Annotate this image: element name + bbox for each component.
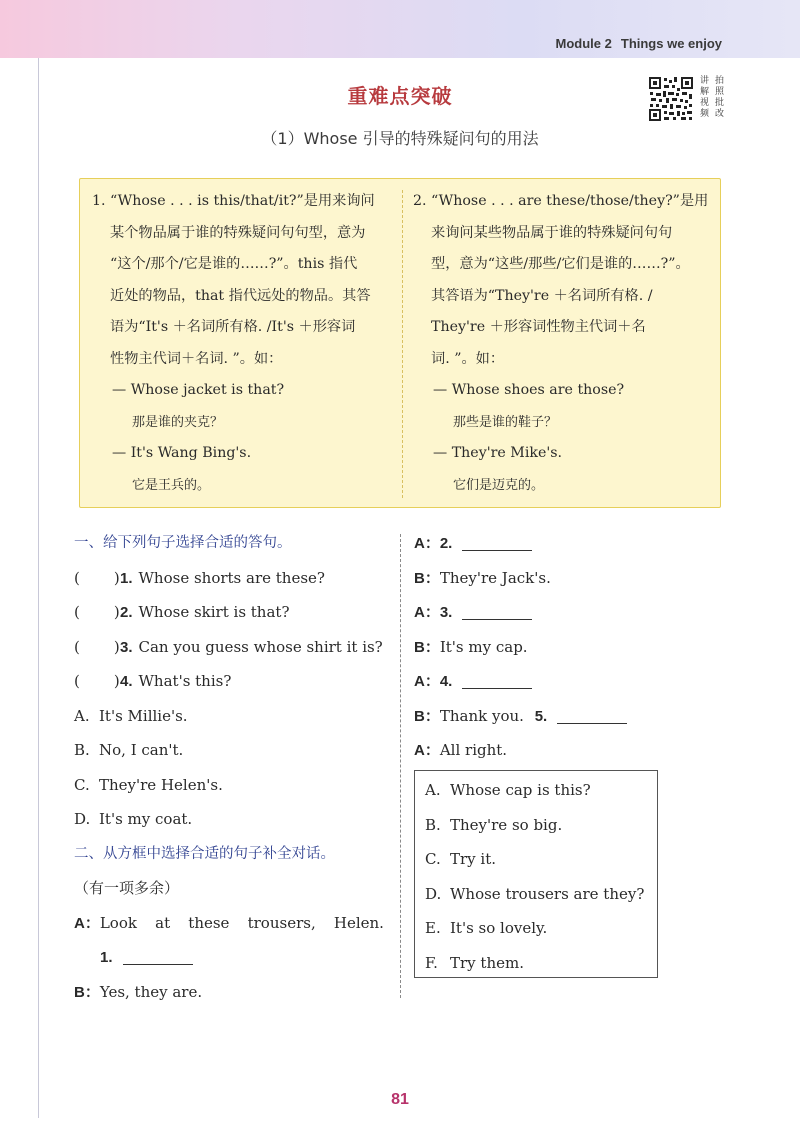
page-number: 81 [391, 1091, 409, 1108]
question-text: Whose shorts are these? [138, 568, 325, 587]
dialogue-word: Helen. [333, 913, 384, 932]
question-text: What's this? [138, 672, 232, 690]
answer-blank[interactable] [462, 601, 532, 620]
qr-label-char: 批 [714, 98, 724, 108]
note-text: “Whose . . . are these/those/they?”是用 [431, 193, 709, 209]
bracket-close: ) [113, 672, 120, 690]
speaker-label: B： [414, 569, 440, 587]
question-number: 4. [120, 673, 133, 690]
answer-blank[interactable] [462, 670, 532, 689]
choice-item [425, 877, 657, 912]
qr-label [697, 76, 727, 120]
running-header [547, 36, 722, 51]
answer-blank[interactable] [123, 946, 193, 965]
bracket-open: ( [74, 637, 80, 656]
blank-number: 4. [439, 673, 453, 690]
option-letter: C. [74, 775, 90, 794]
answer-bracket[interactable] [74, 664, 120, 699]
qr-code-icon[interactable] [648, 76, 694, 122]
qr-label-char: 解 [699, 87, 709, 97]
choice-letter: F. [425, 953, 438, 972]
dialogue-line [414, 630, 674, 665]
dialogue-text: Thank you. [439, 706, 524, 725]
page-edge-line [38, 58, 39, 1118]
option-text: It's Millie's. [99, 706, 188, 725]
exercise-right-column [414, 526, 674, 768]
dialogue-word: Look [99, 913, 137, 932]
question-text: Whose skirt is that? [138, 603, 290, 621]
dialogue-line [74, 940, 394, 975]
speaker-label: B： [414, 707, 440, 725]
grammar-note-1 [92, 186, 390, 501]
dialogue-text: It's my cap. [439, 637, 528, 656]
example-translation: 那些是谁的鞋子？ [453, 414, 558, 430]
example-translation: 它是王兵的。 [132, 477, 211, 493]
answer-bracket[interactable] [74, 561, 120, 596]
answer-blank[interactable] [557, 705, 627, 724]
note-line: 近处的物品，that 指代远处的物品。其答 [110, 287, 371, 304]
note-line: 某个物品属于谁的特殊疑问句句型，意为 [110, 224, 366, 241]
exercise-left-column [74, 526, 394, 1009]
dialogue-line [414, 595, 674, 630]
note-line: 来询问某些物品属于谁的特殊疑问句句 [431, 224, 673, 241]
bracket-close: ) [113, 603, 120, 621]
example-translation: 那是谁的夹克？ [132, 414, 224, 430]
choice-item [425, 946, 657, 981]
blank-number: 1. [100, 949, 113, 966]
option-text: It's my coat. [99, 810, 193, 828]
option-letter: D. [74, 810, 91, 828]
choice-letter: B. [425, 815, 441, 834]
blank-number: 3. [439, 604, 453, 621]
speaker-label: B： [414, 638, 440, 656]
option-row [74, 699, 394, 734]
option-row [74, 733, 394, 768]
blank-number: 5. [534, 707, 548, 725]
question-row [74, 664, 394, 699]
dialogue-word: trousers, [247, 913, 316, 932]
module-topic: Things we enjoy [620, 36, 722, 51]
dialogue-text: They're Jack's. [439, 568, 551, 587]
dialogue-word: these [188, 913, 230, 932]
dialogue-line [414, 561, 674, 596]
option-letter: B. [74, 741, 90, 759]
answer-blank[interactable] [462, 532, 532, 551]
question-text: Can you guess whose shirt it is? [138, 637, 383, 656]
option-row [74, 802, 394, 837]
note-line: 其答语为“They're ＋名词所有格. / [431, 287, 653, 304]
choice-letter: C. [425, 850, 441, 869]
question-row [74, 561, 394, 596]
example-question: — Whose jacket is that? [112, 382, 285, 398]
speaker-label: A： [414, 673, 440, 690]
choice-text: Whose trousers are they? [450, 884, 645, 903]
choice-letter: A. [425, 781, 441, 799]
exercise-1-heading: 一、给下列句子选择合适的答句。 [74, 535, 292, 551]
question-number: 2. [120, 604, 133, 621]
note-line [92, 186, 390, 218]
dialogue-text: Yes, they are. [99, 982, 203, 1001]
dialogue-line [414, 699, 674, 734]
bracket-close: ) [113, 568, 120, 587]
section-title: 重难点突破 [347, 84, 453, 108]
bracket-open: ( [74, 672, 80, 690]
qr-label-char: 改 [714, 109, 724, 119]
dialogue-line [414, 526, 674, 561]
speaker-label: A： [414, 604, 440, 621]
dialogue-line [414, 664, 674, 699]
dialogue-text: All right. [439, 741, 508, 759]
qr-label-char: 讲 [699, 76, 709, 86]
speaker-label: A： [414, 742, 440, 759]
speaker-label: A： [414, 535, 440, 552]
choice-text: Try it. [450, 850, 497, 869]
option-text: No, I can't. [99, 741, 184, 759]
dialogue-line [414, 733, 674, 768]
dialogue-line [74, 975, 394, 1010]
qr-label-char: 频 [699, 109, 709, 119]
note-line: 语为“It's ＋名词所有格. /It's ＋形容词 [110, 319, 356, 335]
note-line: 词. ”。如： [431, 350, 505, 367]
choice-item [425, 808, 657, 843]
choice-item [425, 842, 657, 877]
speaker-label: A： [74, 914, 100, 932]
example-question: — Whose shoes are those? [433, 382, 625, 398]
exercise-2-heading: 二、从方框中选择合适的句子补全对话。 [74, 845, 335, 862]
qr-label-char: 照 [714, 87, 724, 97]
answer-bracket[interactable] [74, 595, 120, 630]
speaker-label: B： [74, 983, 100, 1001]
note-line: They're ＋形容词性物主代词＋名 [431, 319, 646, 335]
bracket-open: ( [74, 603, 80, 621]
choice-text: They're so big. [450, 815, 563, 834]
note-number: 1. [92, 193, 106, 209]
option-letter: A. [74, 706, 90, 725]
choice-text: Try them. [450, 953, 524, 972]
dialogue-spread [74, 906, 384, 942]
option-text: They're Helen's. [99, 775, 223, 794]
grammar-note-2 [413, 186, 713, 501]
note-line [413, 186, 713, 218]
example-translation: 它们是迈克的。 [453, 477, 545, 493]
note-text: “Whose . . . is this/that/it?”是用来询问 [110, 193, 375, 209]
example-answer: — It's Wang Bing's. [112, 445, 252, 461]
note-line: 性物主代词＋名词. ”。如： [110, 350, 283, 367]
dialogue-line [74, 906, 394, 941]
question-number: 1. [120, 569, 133, 587]
choice-box [414, 770, 658, 978]
note-line: 型，意为“这些/那些/它们是谁的……?”。 [431, 256, 690, 272]
choice-item [425, 773, 657, 808]
choice-letter: E. [425, 919, 441, 938]
choice-text: Whose cap is this? [450, 781, 591, 799]
choice-letter: D. [425, 884, 442, 903]
exercise-2-note: （有一项多余） [74, 879, 180, 897]
bracket-open: ( [74, 568, 80, 587]
note-divider [402, 190, 403, 498]
qr-label-char: 拍 [714, 76, 724, 86]
choice-item [425, 911, 657, 946]
question-row [74, 595, 394, 630]
question-number: 3. [120, 638, 133, 656]
blank-number: 2. [439, 535, 453, 552]
bracket-close: ) [113, 637, 120, 656]
module-number: Module 2 [555, 36, 612, 51]
column-divider [400, 534, 401, 998]
section-subtitle: （1）Whose 引导的特殊疑问句的用法 [261, 129, 539, 148]
question-row [74, 630, 394, 665]
answer-bracket[interactable] [74, 630, 120, 665]
note-line: “这个/那个/它是谁的……?”。this 指代 [110, 256, 358, 272]
note-number: 2. [413, 193, 427, 209]
option-row [74, 768, 394, 803]
choice-text: It's so lovely. [450, 919, 548, 938]
qr-label-char: 视 [699, 98, 709, 108]
dialogue-word: at [155, 913, 171, 932]
example-answer: — They're Mike's. [433, 445, 563, 461]
